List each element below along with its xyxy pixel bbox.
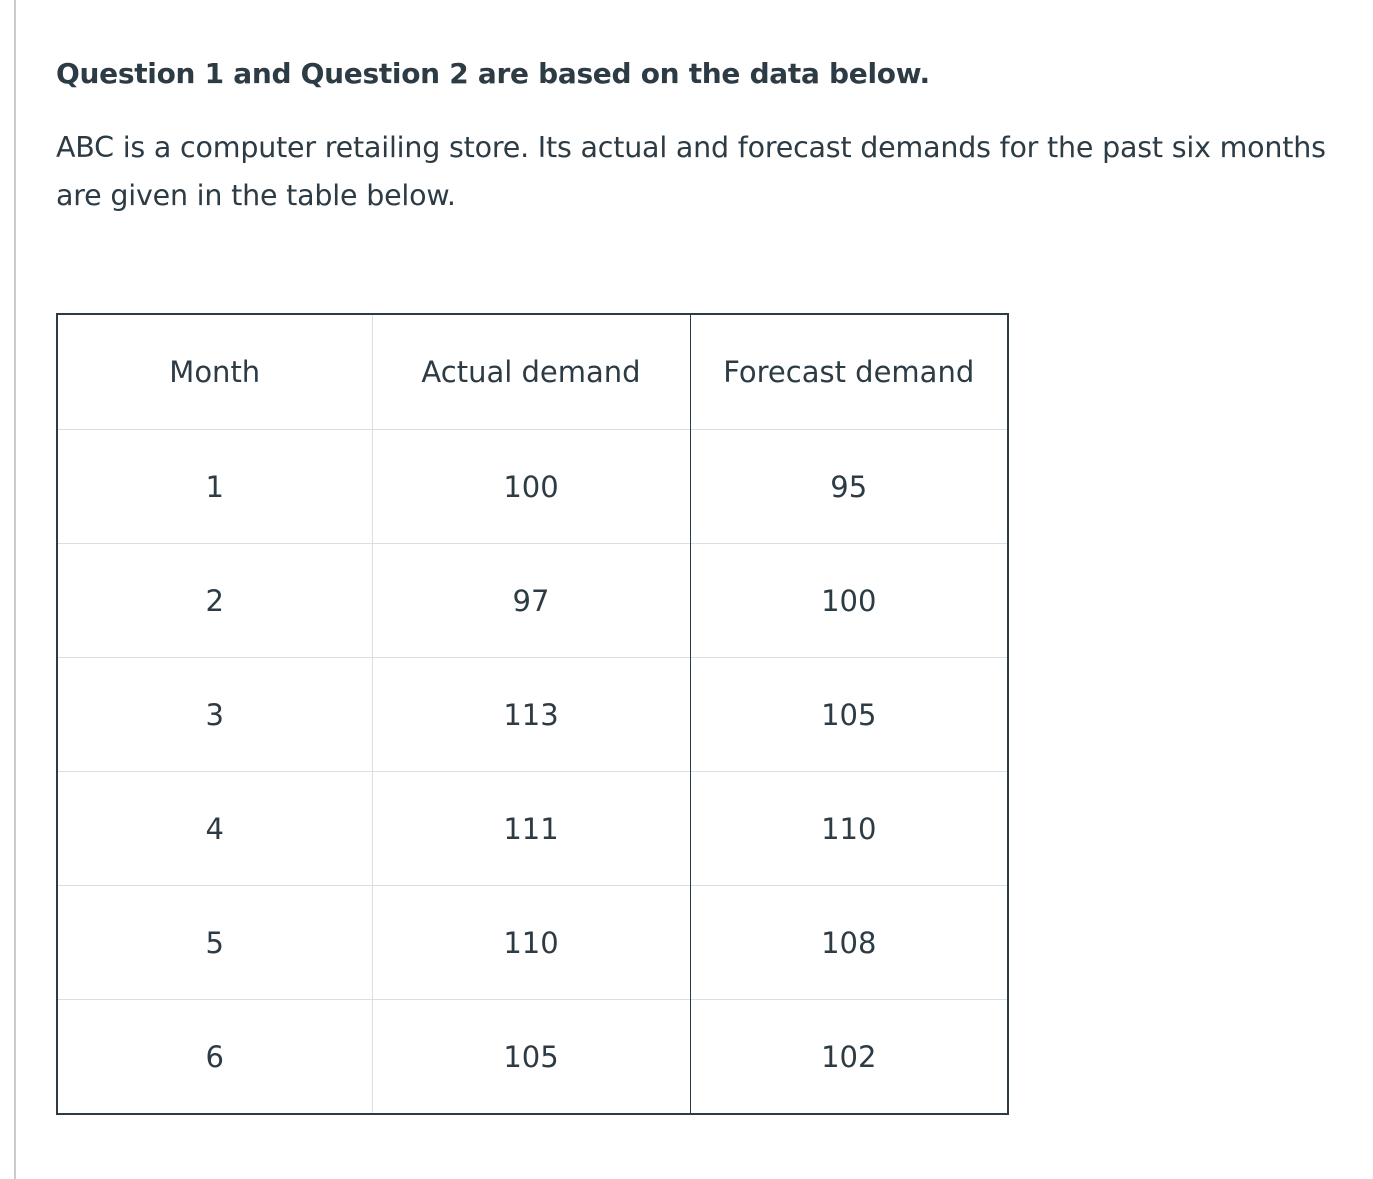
cell-actual-demand: 113 [372, 658, 690, 772]
cell-month: 5 [57, 886, 372, 1000]
cell-month: 1 [57, 430, 372, 544]
cell-forecast-demand: 95 [690, 430, 1008, 544]
cell-actual-demand: 110 [372, 886, 690, 1000]
question-intro: ABC is a computer retailing store. Its actual and forecast demands for the past six months are given in the table below. [56, 131, 1326, 212]
cell-month: 3 [57, 658, 372, 772]
table-row [57, 658, 1008, 772]
table-row [57, 544, 1008, 658]
header-month: Month [57, 314, 372, 430]
cell-actual-demand: 105 [372, 1000, 690, 1115]
content-left-border [14, 0, 16, 1179]
cell-month: 6 [57, 1000, 372, 1115]
cell-actual-demand: 111 [372, 772, 690, 886]
cell-forecast-demand: 102 [690, 1000, 1008, 1115]
table-row [57, 430, 1008, 544]
cell-forecast-demand: 108 [690, 886, 1008, 1000]
table-header-row [57, 314, 1008, 430]
question-heading: Question 1 and Question 2 are based on the data below. [56, 57, 930, 90]
cell-month: 4 [57, 772, 372, 886]
cell-forecast-demand: 105 [690, 658, 1008, 772]
table-row [57, 886, 1008, 1000]
demand-table [56, 313, 1009, 1115]
cell-actual-demand: 100 [372, 430, 690, 544]
cell-actual-demand: 97 [372, 544, 690, 658]
cell-forecast-demand: 100 [690, 544, 1008, 658]
table-row [57, 772, 1008, 886]
header-forecast-demand: Forecast demand [690, 314, 1008, 430]
cell-month: 2 [57, 544, 372, 658]
table-row [57, 1000, 1008, 1115]
header-actual-demand: Actual demand [372, 314, 690, 430]
cell-forecast-demand: 110 [690, 772, 1008, 886]
